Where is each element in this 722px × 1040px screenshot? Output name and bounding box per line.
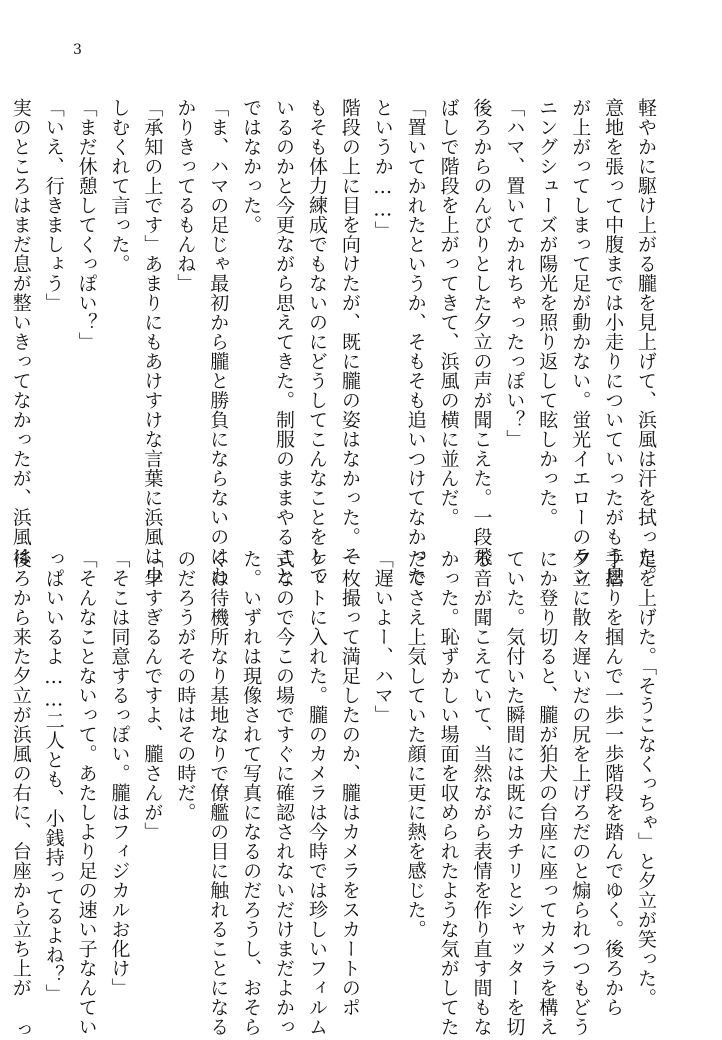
text-line: ではなかった。 bbox=[240, 98, 263, 235]
page-number: 3 bbox=[73, 42, 82, 58]
text-line: ばしで階段を上がってきて、浜風の横に並んだ。 bbox=[437, 98, 460, 527]
text-line: 「ハマ、置いてかれちゃったっぽい？」 bbox=[503, 98, 526, 449]
text-line: 「そんなことないって。あたしより足の速い子なんてい bbox=[75, 549, 98, 1037]
text-line: くは待機所なり基地なりで僚艦の目に触れることになる bbox=[207, 549, 230, 1037]
text-line: 実のところはまだ息が整いきってなかったが、浜風は bbox=[9, 98, 32, 566]
text-line: 「ま、ハマの足じゃ最初から朧と勝負にならないのはわ bbox=[207, 98, 230, 586]
text-line: 階段の上に目を向けたが、既に朧の姿はなかった。そ bbox=[338, 98, 361, 566]
text-line: 「いえ、行きましょう」 bbox=[42, 98, 65, 313]
text-line: だでさえ上気していた顔に更に熱を感じた。 bbox=[404, 549, 427, 939]
text-line: 一枚撮って満足したのか、朧はカメラをスカートのポ bbox=[338, 549, 361, 1017]
text-line: いるのかと今更ながら思えてきた。制服のままやること bbox=[273, 98, 296, 586]
text-line: る音が聞こえていて、当然ながら表情を作り直す間もな bbox=[470, 549, 493, 1037]
text-block-bottom bbox=[4, 549, 662, 1040]
text-line: 後ろからのんびりとした夕立の声が聞こえた。一段飛 bbox=[470, 98, 493, 566]
text-line: 「置いてかれたというか、そもそも追いつけてなかった bbox=[404, 98, 427, 586]
text-line: 「遅いよー、ハマ」 bbox=[371, 549, 394, 725]
text-line: ケットに入れた。朧のカメラは今時では珍しいフィルム bbox=[305, 549, 328, 1037]
text-line: もそも体力練成でもないのにどうしてこんなことをして bbox=[305, 98, 328, 586]
text-line: 「早すぎるんですよ、朧さんが」 bbox=[141, 549, 164, 842]
text-line: 軽やかに駆け上がる朧を見上げて、浜風は汗を拭った。 bbox=[635, 98, 657, 586]
text-line: 後ろから来た夕立が浜風の右に、台座から立ち上が っ bbox=[9, 549, 32, 1040]
text-line: 夕立に散々遅いだの尻を上げろだのと煽られつつもどう bbox=[569, 549, 592, 1037]
text-line: にか登り切ると、朧が狛犬の台座に座ってカメラを構え bbox=[536, 549, 559, 1037]
text-line: かりきってるもんね」 bbox=[174, 98, 197, 293]
text-line: 「まだ休憩してくっぽい？」 bbox=[75, 98, 98, 352]
text-line: 「承知の上です」あまりにもあけすけな言葉に浜風は少 bbox=[141, 98, 164, 586]
text-line: が上がってしまって足が動かない。蛍光イエローのラン bbox=[569, 98, 592, 586]
text-line: しむくれて言った。 bbox=[108, 98, 131, 274]
text-block-top bbox=[4, 98, 662, 586]
text-line: かった。恥ずかしい場面を収められたような気がしてた bbox=[437, 549, 460, 1037]
text-line: 意地を張って中腹までは小走りについていったがもう息 bbox=[602, 98, 625, 586]
text-line: っぱいいるよ……二人とも、小銭持ってるよね？」 bbox=[42, 549, 65, 1004]
text-line: のだろうがその時はその時だ。 bbox=[174, 549, 197, 822]
text-line: 「そこは同意するっぽい。朧はフィジカルお化け」 bbox=[108, 549, 131, 998]
text-line: 足を上げた。「そうこなくっちゃ」と夕立が笑った。 bbox=[635, 549, 657, 1008]
text-line: た。いずれは現像されて写真になるのだろうし、おそら bbox=[240, 549, 263, 1037]
text-line: 式なので今この場ですぐに確認されないだけまだよかっ bbox=[273, 549, 296, 1037]
text-line: ニングシューズが陽光を照り返して眩しかった。 bbox=[536, 98, 559, 527]
text-line: 手摺りを掴んで一歩一歩階段を踏んでゆく。後ろから bbox=[602, 549, 625, 1017]
text-line: ていた。気付いた瞬間には既にカチリとシャッターを切 bbox=[503, 549, 526, 1037]
text-line: というか……」 bbox=[371, 98, 394, 241]
